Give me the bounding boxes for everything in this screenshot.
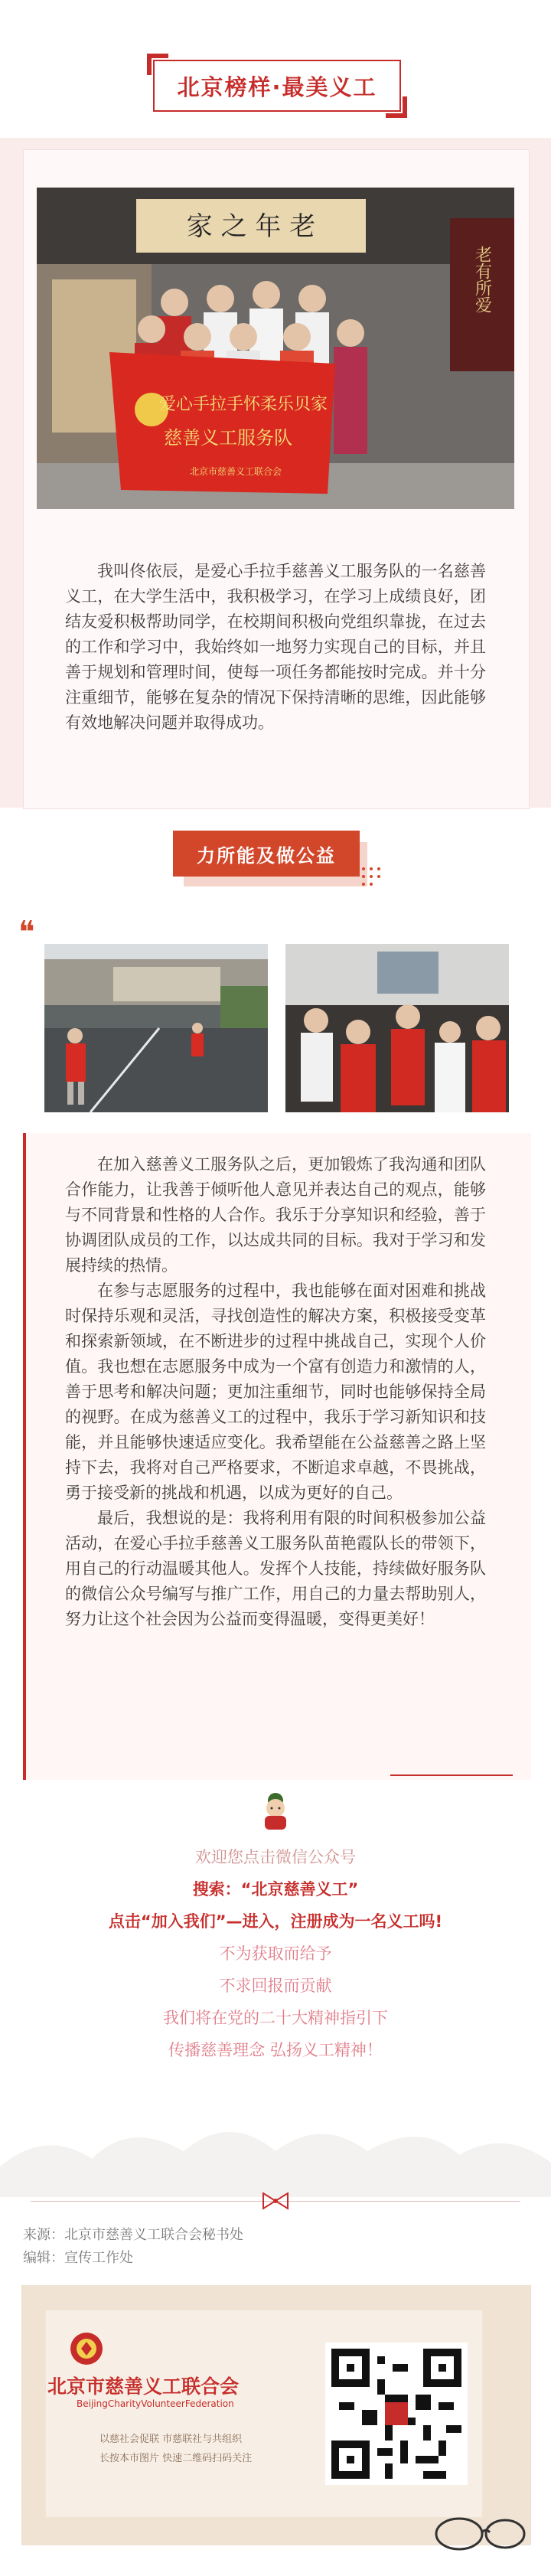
volunteer-avatar-icon — [259, 1791, 292, 1831]
cta-slogan-1: 不为获取而给予 — [219, 1944, 332, 1963]
call-to-action — [0, 1841, 551, 2066]
shop-sign: 家 之 年 老 — [186, 211, 316, 242]
banner-line-3: 北京市慈善义工联合会 — [189, 466, 282, 477]
service-center-image — [285, 944, 509, 1112]
quote-icon: ❝ — [18, 915, 35, 950]
story-paragraph-1: 在加入慈善义工服务队之后，更加锻炼了我沟通和团队合作能力，让我善于倾听他人意见并表达自己的观点，能够与不同背景和性格的人合作。我乐于分享知识和经验，善于协调团队成员的工作，以达成共同的目标。我对于学习和发展持续的热情。 — [65, 1155, 486, 1275]
section-tag — [173, 831, 360, 877]
editor-credit: 编辑：宣传工作处 — [23, 2250, 133, 2266]
story-paragraph-3: 最后，我想说的是：我将利用有限的时间积极参加公益活动，在爱心手拉手慈善义工服务队苗艳霞队长的带领下，用自己的行动温暖其他人。发挥个人技能，持续做好服务队的微信公众号编写与推广工作，用自己的力量去帮助别人，努力让这个社会因为公益而变得温暖，变得更美好！ — [65, 1509, 486, 1628]
store-sign: 老有所爱 — [472, 246, 492, 313]
service-center-photo — [285, 944, 509, 1112]
org-logo-icon — [69, 2331, 104, 2366]
story-paragraph-2: 在参与志愿服务的过程中，我也能够在面对困难和挑战时保持乐观和灵活，寻找创造性的解决方案，积极接受变革和探索新领域，在不断进步的过程中挑战自己，实现个人价值。我也想在志愿服务中成为一个富有创造力和激情的人，善于思考和解决问题；更加注重细节，同时也能够保持全局的视野。在成为慈善义工的过程中，我乐于学习新知识和技能，并且能够快速适应变化。我希望能在公益慈善之路上坚持下去，我将对自己严格要求，不断追求卓越，不畏挑战，勇于接受新的挑战和机遇，以成为更好的自己。 — [65, 1281, 486, 1502]
cloud-decoration — [0, 2098, 551, 2197]
team-photo-image — [37, 188, 514, 509]
team-photo — [37, 188, 514, 509]
story-divider — [390, 1774, 513, 1776]
story-text-block — [65, 1152, 486, 1632]
bow-icon — [260, 2189, 291, 2212]
cta-welcome: 欢迎您点击微信公众号 — [195, 1848, 356, 1866]
street-cleaning-image — [44, 944, 268, 1112]
qr-code-icon — [331, 2349, 461, 2479]
glasses-decoration-icon — [429, 2503, 528, 2557]
cta-join[interactable]: 点击“加入我们”—进入，注册成为一名义工吗! — [108, 1912, 443, 1931]
banner-line-2: 慈善义工服务队 — [164, 427, 292, 449]
wechat-qr-code[interactable] — [325, 2343, 468, 2485]
street-cleaning-photo — [44, 944, 268, 1112]
intro-paragraph: 我叫佟依辰，是爱心手拉手慈善义工服务队的一名慈善义工，在大学生活中，我积极学习，在学习上成绩良好，团结友爱积极帮助同学，在校期间积极向党组织靠拢，在过去的工作和学习中，我始终如一地努力实现自己的目标，并且善于规划和管理时间，使每一项任务都能按时完成。并十分注重细节，能够在复杂的情况下保持清晰的思维，因此能够有效地解决问题并取得成功。 — [65, 562, 486, 732]
org-name-en: BeijingCharityVolunteerFederation — [77, 2398, 234, 2409]
org-name: 北京市慈善义工联合会 — [47, 2375, 240, 2398]
cta-slogan-4: 传播慈善理念 弘扬义工精神！ — [168, 2041, 383, 2059]
page-title-text: 北京榜样·最美义工 — [177, 73, 377, 100]
source-credit: 来源：北京市慈善义工联合会秘书处 — [23, 2227, 243, 2243]
cta-slogan-2: 不求回报而贡献 — [219, 1977, 332, 1995]
section-tag-text: 力所能及做公益 — [197, 844, 336, 867]
cta-slogan-3: 我们将在党的二十大精神指引下 — [163, 2009, 388, 2027]
intro-text-block — [65, 559, 486, 736]
dot-pattern-icon — [360, 865, 390, 896]
banner-line-1: 爱心手拉手怀柔乐贝家 — [158, 395, 328, 414]
page-title — [153, 60, 401, 112]
cta-search[interactable]: 搜索：“北京慈善义工” — [192, 1880, 359, 1899]
org-motto-1: 以慈社会促联 市慈联社与共组织 — [99, 2434, 243, 2445]
org-motto-2: 长按本市图片 快速二维码扫码关注 — [99, 2453, 253, 2464]
